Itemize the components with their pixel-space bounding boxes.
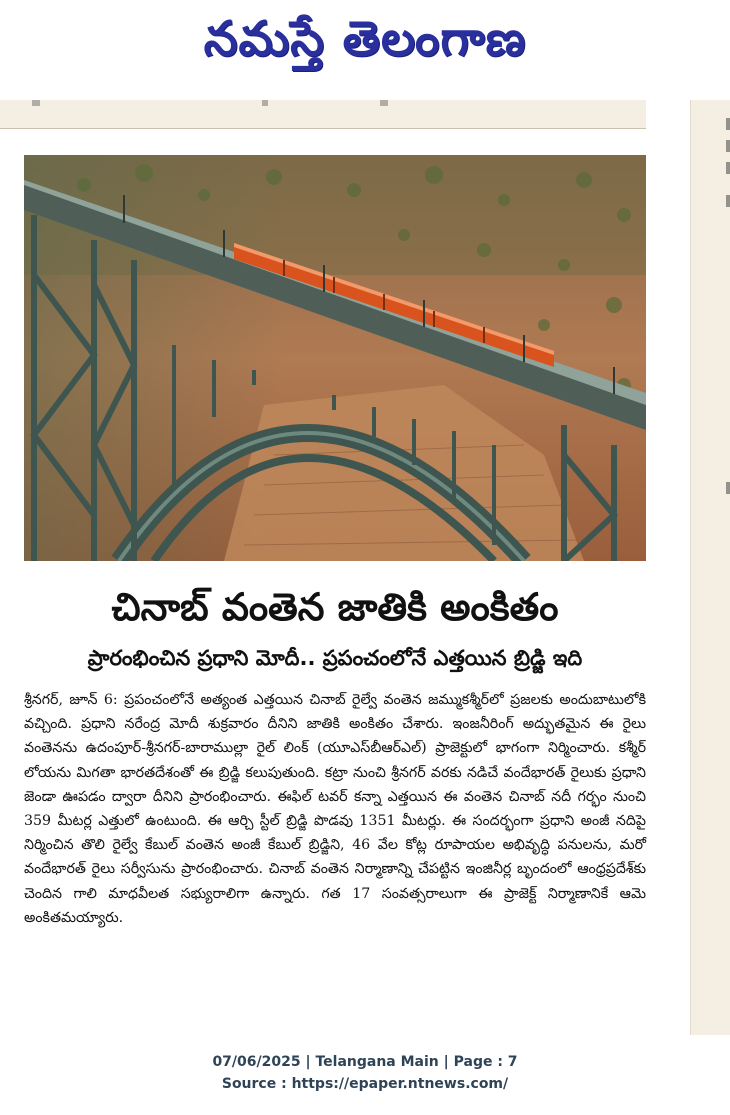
page-footer — [0, 1051, 730, 1095]
article-subheadline: ప్రారంభించిన ప్రధాని మోదీ.. ప్రపంచంలోనే ఎత్తయిన బ్రిడ్జి ఇది — [87, 646, 583, 670]
faded-text-fragment — [380, 100, 388, 106]
source-link[interactable]: Source : https://epaper.ntnews.com/ — [221, 1076, 509, 1092]
edition-info: 07/06/2025 | Telangana Main | Page : 7 — [212, 1054, 518, 1070]
faded-text-fragment — [262, 100, 268, 106]
clipped-text-fragment — [726, 118, 730, 130]
adjacent-article-strip — [690, 100, 730, 1035]
clipped-text-fragment — [726, 482, 730, 494]
masthead — [0, 0, 730, 78]
bridge-photo — [24, 155, 646, 561]
previous-article-strip — [0, 100, 646, 129]
article-body: శ్రీనగర్, జూన్ 6: ప్రపంచంలోనే అత్యంత ఎత్తయిన చినాబ్ రైల్వే వంతెన జమ్ముకశ్మీర్‌లో ప్రజలకు అందుబాటులోకి వచ్చింది. ప్రధాని నరేంద్ర మోదీ శుక్రవారం దీనిని జాతికి అంకితం చేశారు. ఇంజనీరింగ్ అద్భుతమైన ఈ రైలు వంతెనను ఉదంపూర్-శ్రీనగర్-బారాముల్లా రైల్ లింక్ (యూఎస్‌బీఆర్‌ఎల్) ప్రాజెక్టులో భాగంగా నిర్మించారు. కశ్మీర్ లోయను మిగతా భారతదేశంతో ఈ బ్రిడ్జి కలుపుతుంది. కట్రా నుంచి శ్రీనగర్ వరకు నడిచే వందేభారత్ రైలుకు ప్రధాని జెండా ఊపడం ద్వారా దీనిని ప్రారంభించారు. ఈఫిల్ టవర్ కన్నా ఎత్తయిన ఈ వంతెన చినాబ్ నదీ గర్భం నుంచి 359 మీటర్ల ఎత్తులో ఉంటుంది. ఈ ఆర్చి స్టీల్ బ్రిడ్జి పొడవు 1351 మీటర్లు. ఈ సందర్భంగా ప్రధాని అంజీ నదిపై నిర్మించిన తొలి రైల్వే కేబుల్ వంతెన అంజీ కేబుల్ బ్రిడ్జిని, 46 వేల కోట్ల రూపాయల అభివృద్ధి పనులను, మరో వందేభారత్ రైలు సర్వీసును ప్రారంభించారు. చినాబ్ వంతెన నిర్మాణాన్ని చేపట్టిన ఇంజినీర్ల బృందంలో ఆంధ్రప్రదేశ్‌కు చెందిన గాలి మాధవీలత సభ్యురాలిగా ఉన్నారు. గత 17 సంవత్సరాలుగా ఈ ప్రాజెక్ట్ నిర్మాణానికే ఆమె అంకితమయ్యారు. — [24, 692, 646, 926]
article-headline: చినాబ్ వంతెన జాతికి అంకితం — [111, 585, 559, 629]
clipped-text-fragment — [726, 162, 730, 174]
clipped-text-fragment — [726, 195, 730, 207]
faded-text-fragment — [32, 100, 40, 106]
newspaper-logo: నమస్తే తెలంగాణ — [203, 11, 527, 67]
bridge-illustration — [24, 155, 646, 561]
clipped-text-fragment — [726, 140, 730, 152]
